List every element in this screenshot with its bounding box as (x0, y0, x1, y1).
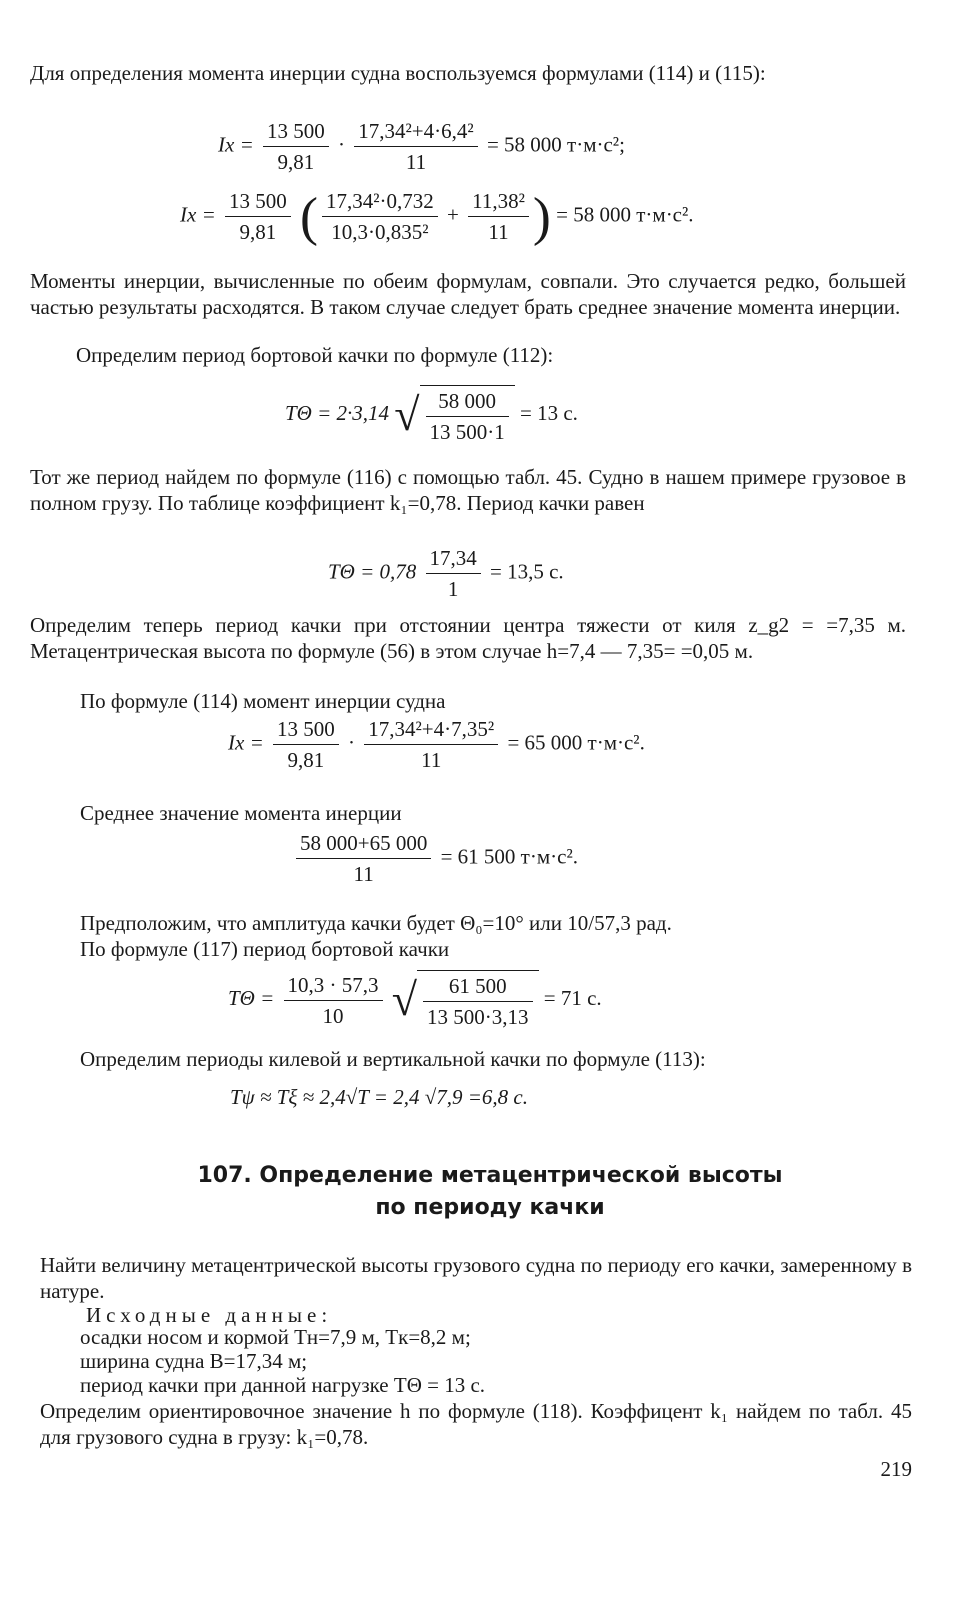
eq5-f2-den: 11 (421, 748, 442, 772)
section-heading-line-2: по периоду качки (375, 1195, 605, 1220)
paragraph-average: Среднее значение момента инерции (80, 801, 402, 825)
eq4-lhs: TΘ = 0,78 (328, 559, 417, 584)
eq7-lhs: TΘ = (228, 985, 275, 1010)
eq2-close-paren: ) (532, 186, 551, 247)
equation-average (292, 830, 578, 887)
equation-period-116 (328, 545, 564, 602)
eq4-fraction (426, 545, 481, 602)
eq1-rhs: = 58 000 т·м·с²; (486, 132, 625, 157)
eq1-fraction-2 (354, 118, 477, 175)
initial-data-label: Исходные данные: (86, 1303, 333, 1327)
equation-ix-114 (218, 118, 625, 175)
eq2-f3-num: 11,38² (468, 188, 529, 217)
eq7-f1-num: 10,3 · 57,3 (284, 972, 383, 1001)
eq2-fraction-3 (468, 188, 529, 245)
eq6-den: 11 (353, 862, 374, 886)
eq2-f2-num: 17,34²·0,732 (322, 188, 438, 217)
eq2-f1-num: 13 500 (225, 188, 291, 217)
eq5-f1-num: 13 500 (273, 716, 339, 745)
eq2-f2-den: 10,3·0,835² (331, 220, 429, 244)
eq2-f1-den: 9,81 (239, 220, 277, 244)
eq4-num: 17,34 (426, 545, 481, 574)
eq5-f1-den: 9,81 (287, 748, 325, 772)
eq7-fraction-1 (284, 972, 383, 1029)
eq6-rhs: = 61 500 т·м·с². (440, 844, 579, 869)
eq1-lhs: Ix = (218, 132, 254, 157)
eq5-fraction-2 (364, 716, 498, 773)
eq6-num: 58 000+65 000 (296, 830, 431, 859)
eq1-fraction-1 (263, 118, 329, 175)
paragraph-formula-114: По формуле (114) момент инерции судна (80, 689, 446, 713)
eq2-plus: + (447, 202, 459, 227)
initial-data-period: период качки при данной нагрузке TΘ = 13 с. (80, 1373, 486, 1397)
eq4-den: 1 (447, 577, 459, 601)
equation-pitch-heave: Tψ ≈ Tξ ≈ 2,4√T = 2,4 √7,9 =6,8 с. (230, 1085, 528, 1109)
equation-period-112 (285, 385, 578, 445)
section-heading-line-1: 107. Определение метацентрической высоты (197, 1163, 783, 1188)
eq3-num: 58 000 (426, 388, 509, 417)
paragraph-period-112: Определим период бортовой качки по формуле (112): (76, 343, 554, 367)
eq1-f1-den: 9,81 (277, 150, 315, 174)
eq2-fraction-2 (322, 188, 438, 245)
equation-ix-new (228, 716, 645, 773)
eq3-lhs: TΘ = 2·3,14 (285, 400, 390, 425)
eq5-fraction-1 (273, 716, 339, 773)
eq7-f2-den: 13 500·3,13 (427, 1005, 529, 1029)
eq5-rhs: = 65 000 т·м·с². (507, 730, 645, 755)
equation-ix-115 (180, 188, 694, 245)
eq4-rhs: = 13,5 с. (490, 559, 564, 584)
eq2-fraction-1 (225, 188, 291, 245)
sqrt-icon: √ (394, 389, 420, 440)
eq1-dot: · (338, 132, 345, 157)
paragraph-formula-117: По формуле (117) период бортовой качки (80, 937, 450, 961)
eq1-f2-den: 11 (405, 150, 427, 174)
eq5-lhs: Ix = (228, 730, 264, 755)
paragraph-intro: Для определения момента инерции судна воспользуемся формулами (114) и (115): (30, 61, 766, 85)
paragraph-new-period: Определим теперь период качки при отстоянии центра тяжести от киля z_g2 = =7,35 м. Метацентрическая высота по формуле (56) в этом случае h=7,4 — 7,35= =0,05 м. (30, 613, 906, 663)
eq2-f3-den: 11 (488, 220, 509, 244)
eq3-sqrt (394, 385, 515, 445)
eq7-f2-num: 61 500 (423, 973, 533, 1002)
page-number: 219 (880, 1457, 912, 1481)
paragraph-task: Найти величину метацентрической высоты грузового судна по периоду его качки, замеренному в натуре. (40, 1253, 912, 1303)
equation-period-117 (228, 970, 602, 1030)
paragraph-formula-113: Определим периоды килевой и вертикальной качки по формуле (113): (80, 1047, 706, 1071)
eq1-f1-num: 13 500 (263, 118, 329, 147)
eq6-fraction (296, 830, 431, 887)
paragraph-period-116: Тот же период найдем по формуле (116) с помощью табл. 45. Судно в нашем примере грузовое в полном грузу. По таблице коэффициент k₁=0,78. Период качки равен (30, 465, 906, 515)
paragraph-amplitude: Предположим, что амплитуда качки будет Θ₀=10° или 10/57,3 рад. (80, 911, 672, 935)
eq3-rhs: = 13 с. (520, 400, 578, 425)
initial-data-beam: ширина судна B=17,34 м; (80, 1349, 308, 1373)
paragraph-formula-118: Определим ориентировочное значение h по формуле (118). Коэффицент k₁ найдем по табл. 45 для грузового судна в грузу: k₁=0,78. (40, 1399, 912, 1449)
eq5-dot: · (348, 730, 355, 755)
eq7-sqrt (392, 970, 539, 1030)
initial-data-draft: осадки носом и кормой Tн=7,9 м, Tк=8,2 м; (80, 1325, 471, 1349)
eq2-lhs: Ix = (180, 202, 216, 227)
eq2-open-paren: ( (300, 186, 318, 247)
sqrt-icon: √ (391, 974, 418, 1025)
eq1-f2-num: 17,34²+4·6,4² (354, 118, 477, 147)
eq7-f1-den: 10 (322, 1003, 344, 1028)
paragraph-moments: Моменты инерции, вычисленные по обеим формулам, совпали. Это случается редко, большей частью результаты расходятся. В таком случае следует брать среднее значение момента инерции. (30, 269, 906, 319)
eq7-rhs: = 71 с. (543, 985, 602, 1010)
eq5-f2-num: 17,34²+4·7,35² (364, 716, 498, 745)
eq3-den: 13 500·1 (429, 420, 505, 444)
eq2-rhs: = 58 000 т·м·с². (556, 202, 694, 227)
